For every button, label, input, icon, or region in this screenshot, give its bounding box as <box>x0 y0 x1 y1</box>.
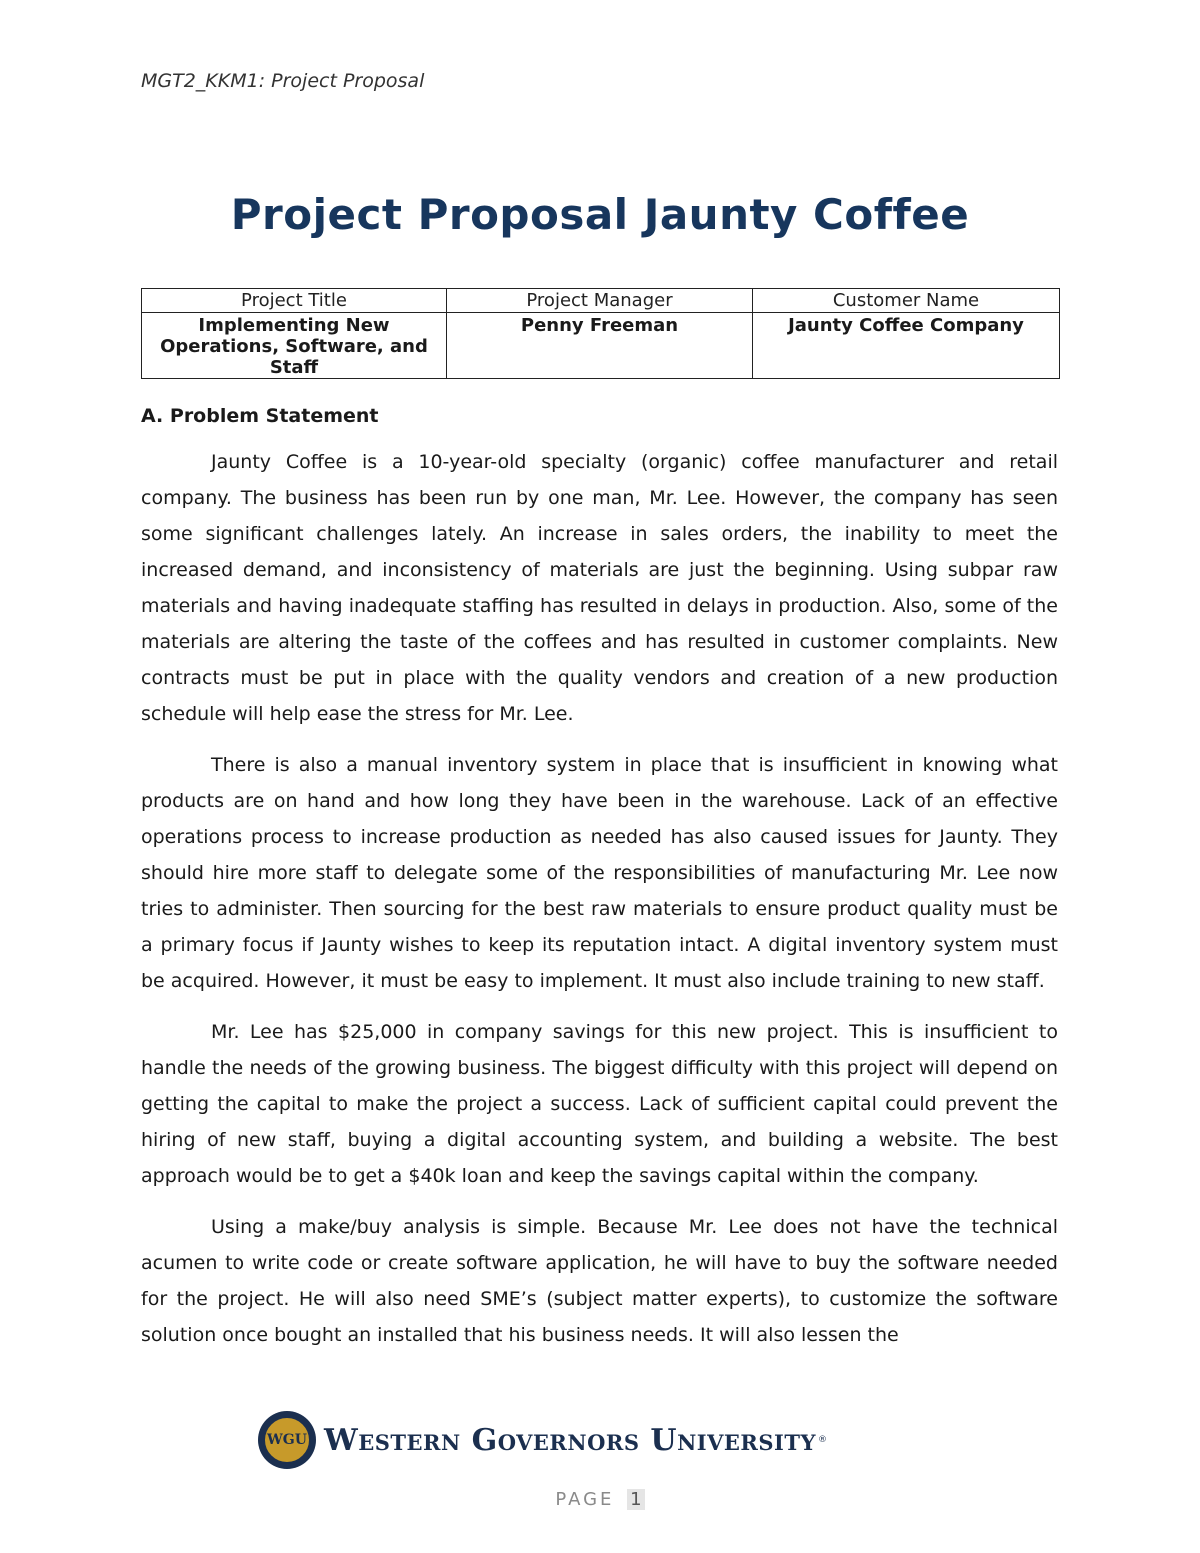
page-footer <box>0 1489 1200 1510</box>
project-title-value: Implementing New Operations, Software, and Staff <box>142 313 447 379</box>
logo-wordmark: Western Governors University <box>324 1422 816 1458</box>
table-row <box>142 313 1060 379</box>
header-project-manager: Project Manager <box>447 289 753 313</box>
document-title: Project Proposal Jaunty Coffee <box>230 190 970 239</box>
paragraph: There is also a manual inventory system in place that is insufficient in knowing what products are on hand and how long they have been in the warehouse. Lack of an effective operations process to increase production as needed has also caused issues for Jaunty. They should hire more staff to delegate some of the responsibilities of manufacturing Mr. Lee now tries to administer. Then sourcing for the best raw materials to ensure product quality must be a primary focus if Jaunty wishes to keep its reputation intact. A digital inventory system must be acquired. However, it must be easy to implement. It must also include training to new staff. <box>141 754 1058 992</box>
wgu-seal-icon <box>258 1411 316 1469</box>
header-customer-name: Customer Name <box>753 289 1060 313</box>
table-header-row <box>142 289 1060 313</box>
paragraph: Jaunty Coffee is a 10-year-old specialty (organic) coffee manufacturer and retail company. The business has been run by one man, Mr. Lee. However, the company has seen some significant challenges lately. An increase in sales orders, the inability to meet the increased demand, and inconsistency of materials are just the beginning. Using subpar raw materials and having inadequate staffing has resulted in delays in production. Also, some of the materials are altering the taste of the coffees and has resulted in customer complaints. New contracts must be put in place with the quality vendors and creation of a new production schedule will help ease the stress for Mr. Lee. <box>141 451 1058 725</box>
wgu-logo: WGU Western Governors University ® <box>258 1410 827 1470</box>
project-manager-value: Penny Freeman <box>447 313 753 379</box>
header-project-title: Project Title <box>142 289 447 313</box>
problem-statement-body <box>141 444 1058 1368</box>
page-label: PAGE <box>555 1489 615 1510</box>
section-heading: A. Problem Statement <box>141 405 379 427</box>
page-number: 1 <box>627 1489 644 1510</box>
customer-name-value: Jaunty Coffee Company <box>753 313 1060 379</box>
paragraph: Mr. Lee has $25,000 in company savings for this new project. This is insufficient to handle the needs of the growing business. The biggest difficulty with this project will depend on getting the capital to make the project a success. Lack of sufficient capital could prevent the hiring of new staff, buying a digital accounting system, and building a website. The best approach would be to get a $40k loan and keep the savings capital within the company. <box>141 1021 1058 1187</box>
project-info-table <box>141 288 1060 379</box>
seal-monogram: WGU <box>263 1416 311 1464</box>
running-header: MGT2_KKM1: Project Proposal <box>141 70 425 92</box>
paragraph: Using a make/buy analysis is simple. Because Mr. Lee does not have the technical acumen to write code or create software application, he will have to buy the software needed for the project. He will also need SME’s (subject matter experts), to customize the software solution once bought an installed that his business needs. It will also lessen the <box>141 1216 1058 1346</box>
